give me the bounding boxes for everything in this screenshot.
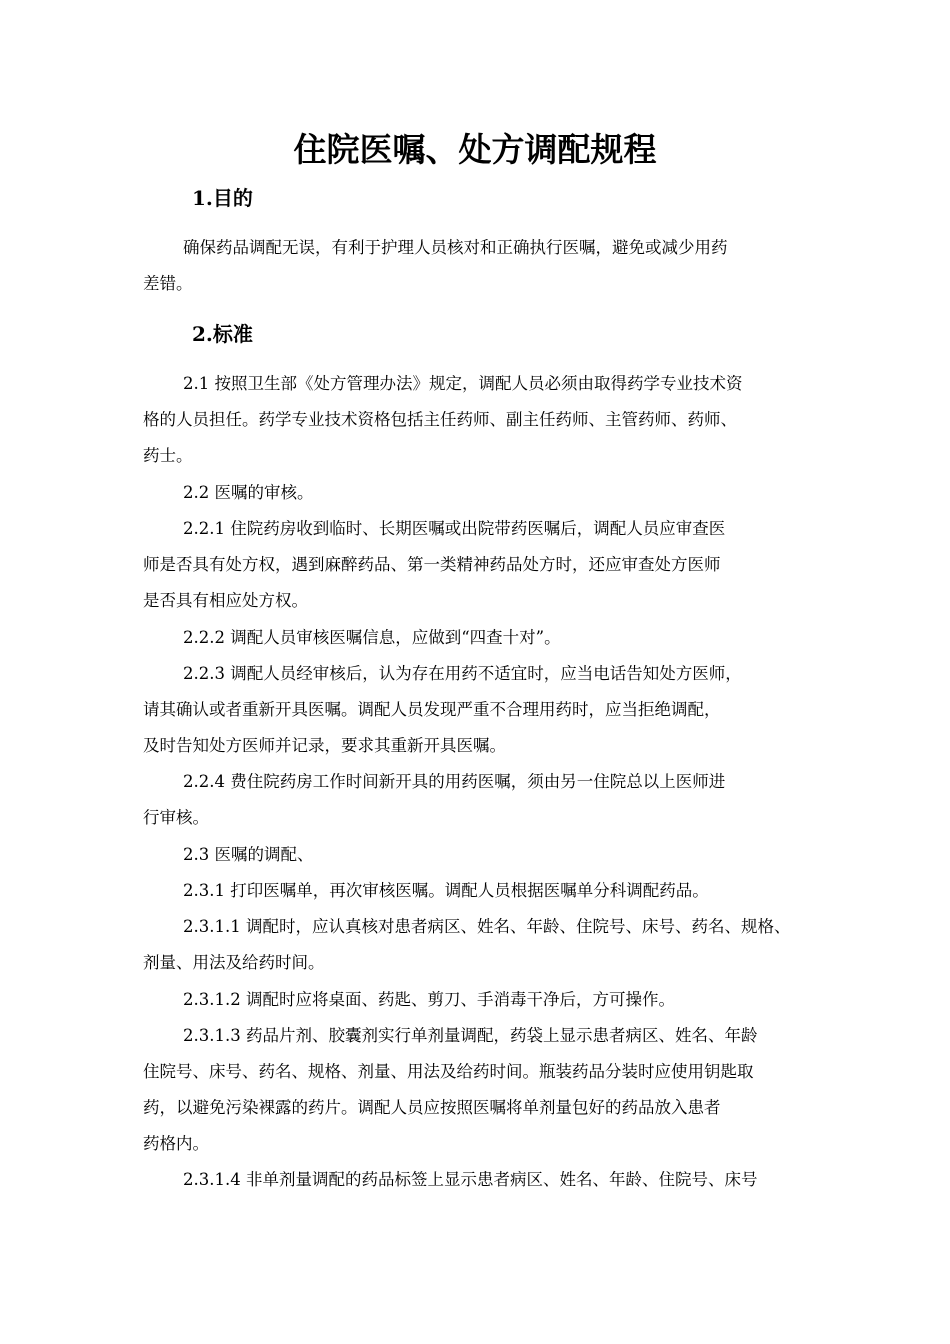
paragraph-2-3-1-4 [143,1162,823,1198]
paragraph-2-2-2 [143,620,823,656]
heading-standard: 2.标准 [192,322,253,346]
paragraph-2-3-1-1 [143,909,823,981]
text-line: 2.3.1.3 药品片剂、胶囊剂实行单剂量调配，药袋上显示患者病区、姓名、年龄 [183,1026,758,1045]
text-line: 2.1 按照卫生部《处方管理办法》规定，调配人员必须由取得药学专业技术资 [183,374,743,393]
text-line: 2.3.1.2 调配时应将桌面、药匙、剪刀、手消毒干净后，方可操作。 [183,990,675,1009]
paragraph-2-1 [143,366,823,474]
text-line: 2.3.1.4 非单剂量调配的药品标签上显示患者病区、姓名、年龄、住院号、床号 [183,1170,758,1189]
paragraph-2-3 [143,837,823,873]
text-line: 2.2.4 费住院药房工作时间新开具的用药医嘱，须由另一住院总以上医师进 [183,772,726,791]
text-line: 师是否具有处方权，遇到麻醉药品、第一类精神药品处方时，还应审查处方医师 [143,555,721,574]
heading-purpose: 1.目的 [192,186,253,210]
paragraph-2-2-3 [143,656,823,764]
text-line: 请其确认或者重新开具医嘱。调配人员发现严重不合理用药时，应当拒绝调配， [143,700,721,719]
text-line: 2.2.3 调配人员经审核后，认为存在用药不适宜时，应当电话告知处方医师， [183,664,742,683]
text-line: 住院号、床号、药名、规格、剂量、用法及给药时间。瓶装药品分装时应使用钥匙取 [143,1062,754,1081]
paragraph-2-3-1 [143,873,823,909]
text-line: 2.2 医嘱的审核。 [183,483,314,502]
paragraph-2-2-1 [143,511,823,619]
text-line: 差错。 [143,274,193,293]
paragraph-2-3-1-3 [143,1018,823,1162]
text-line: 及时告知处方医师并记录，要求其重新开具医嘱。 [143,736,506,755]
text-line: 行审核。 [143,808,209,827]
text-line: 2.3.1.1 调配时，应认真核对患者病区、姓名、年龄、住院号、床号、药名、规格、 [183,917,791,936]
paragraph-2-2 [143,475,823,511]
paragraph-2-3-1-2 [143,982,823,1018]
text-line: 2.2.2 调配人员审核医嘱信息，应做到“四查十对”。 [183,628,561,647]
paragraph-2-2-4 [143,764,823,836]
text-line: 2.2.1 住院药房收到临时、长期医嘱或出院带药医嘱后，调配人员应审查医 [183,519,726,538]
text-line: 2.3 医嘱的调配、 [183,845,314,864]
text-line: 药格内。 [143,1134,209,1153]
text-line: 格的人员担任。药学专业技术资格包括主任药师、副主任药师、主管药师、药师、 [143,410,737,429]
text-line: 是否具有相应处方权。 [143,591,308,610]
paragraph-purpose [143,230,823,302]
document-title: 住院医嘱、处方调配规程 [293,130,657,169]
text-line: 2.3.1 打印医嘱单，再次审核医嘱。调配人员根据医嘱单分科调配药品。 [183,881,709,900]
text-line: 药士。 [143,446,193,465]
text-line: 确保药品调配无误，有利于护理人员核对和正确执行医嘱，避免或减少用药 [183,238,728,257]
text-line: 剂量、用法及给药时间。 [143,953,325,972]
text-line: 药，以避免污染裸露的药片。调配人员应按照医嘱将单剂量包好的药品放入患者 [143,1098,721,1117]
